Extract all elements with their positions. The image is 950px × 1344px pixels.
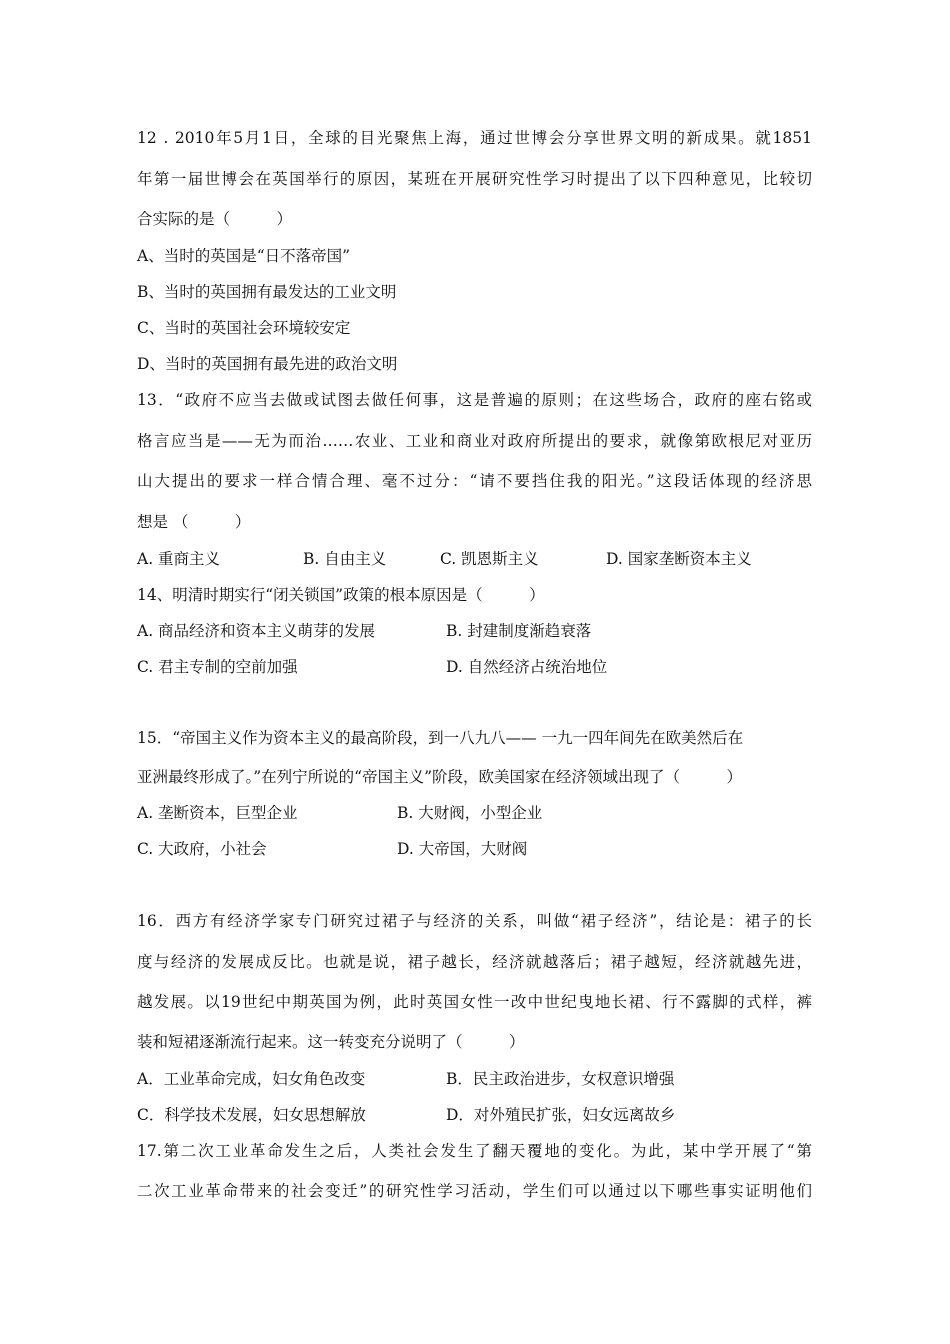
q13-option-b: B. 自由主义 (303, 550, 387, 568)
q12-option-b: B、当时的英国拥有最发达的工业文明 (137, 283, 397, 301)
q15-option-d: D. 大帝国，大财阀 (397, 840, 528, 858)
q15-text-line-2: 亚洲最终形成了。”在列宁所说的“帝国主义”阶段，欧美国家在经济领域出现了（ ） (137, 768, 743, 786)
q16-option-d: D．对外殖民扩张，妇女远离故乡 (446, 1106, 676, 1124)
q13-text-line-1: 13．“政府不应当去做或试图去做任何事，这是普遍的原则；在这些场合，政府的座右铭或 (137, 391, 812, 409)
q14-option-b: B. 封建制度渐趋衰落 (446, 622, 592, 640)
q16-option-c: C．科学技术发展，妇女思想解放 (137, 1106, 366, 1124)
q14-option-d: D. 自然经济占统治地位 (446, 658, 608, 676)
q15-option-a: A. 垄断资本，巨型企业 (137, 804, 298, 822)
q13-text-line-3: 山大提出的要求一样合情合理、毫不过分：“请不要挡住我的阳光。”这段话体现的经济思 (137, 472, 812, 490)
q13-option-a: A. 重商主义 (137, 550, 221, 568)
q12-option-d: D、当时的英国拥有最先进的政治文明 (137, 355, 398, 373)
q12-option-a: A、当时的英国是“日不落帝国” (137, 247, 351, 265)
q13-option-d: D. 国家垄断资本主义 (606, 550, 752, 568)
q12-option-c: C、当时的英国社会环境较安定 (137, 319, 351, 337)
q14-option-a: A. 商品经济和资本主义萌芽的发展 (137, 622, 376, 640)
q16-option-b: B．民主政治进步，女权意识增强 (446, 1070, 675, 1088)
q17-text-line-1: 17.第二次工业革命发生之后，人类社会发生了翻天覆地的变化。为此，某中学开展了“第 (137, 1142, 812, 1160)
q12-text-line-3: 合实际的是（ ） (137, 210, 293, 228)
q13-option-c: C. 凯恩斯主义 (440, 550, 539, 568)
q14-text-line-1: 14、明清时期实行“闭关锁国”政策的根本原因是（ ） (137, 586, 545, 604)
q16-option-a: A．工业革命完成，妇女角色改变 (137, 1070, 366, 1088)
q12-text-line-1: 12 . 2010年5月1日，全球的目光聚焦上海，通过世博会分享世界文明的新成果。就1851 (137, 129, 812, 147)
q13-text-line-2: 格言应当是——无为而治……农业、工业和商业对政府所提出的要求，就像第欧根尼对亚历 (137, 432, 812, 450)
q16-text-line-3: 越发展。以19世纪中期英国为例，此时英国女性一改中世纪曳地长裙、行不露脚的式样，裤 (137, 993, 812, 1011)
q16-text-line-2: 度与经济的发展成反比。也就是说，裙子越长，经济就越落后；裙子越短，经济就越先进， (137, 953, 812, 971)
q15-option-b: B. 大财阀，小型企业 (397, 804, 543, 822)
q14-option-c: C. 君主专制的空前加强 (137, 658, 298, 676)
q17-text-line-2: 二次工业革命带来的社会变迁”的研究性学习活动，学生们可以通过以下哪些事实证明他们 (137, 1182, 812, 1200)
q15-text-line-1: 15．“帝国主义作为资本主义的最高阶段，到一八九八—— 一九一四年间先在欧美然后在 (137, 729, 744, 747)
q16-text-line-4: 装和短裙逐渐流行起来。这一转变充分说明了（ ） (137, 1033, 525, 1051)
q16-text-line-1: 16．西方有经济学家专门研究过裙子与经济的关系，叫做“裙子经济”，结论是：裙子的长 (137, 912, 812, 930)
q12-text-line-2: 年第一届世博会在英国举行的原因，某班在开展研究性学习时提出了以下四种意见，比较切 (137, 170, 812, 188)
q13-text-line-4: 想是 （ ） (137, 513, 251, 531)
q15-option-c: C. 大政府，小社会 (137, 840, 267, 858)
